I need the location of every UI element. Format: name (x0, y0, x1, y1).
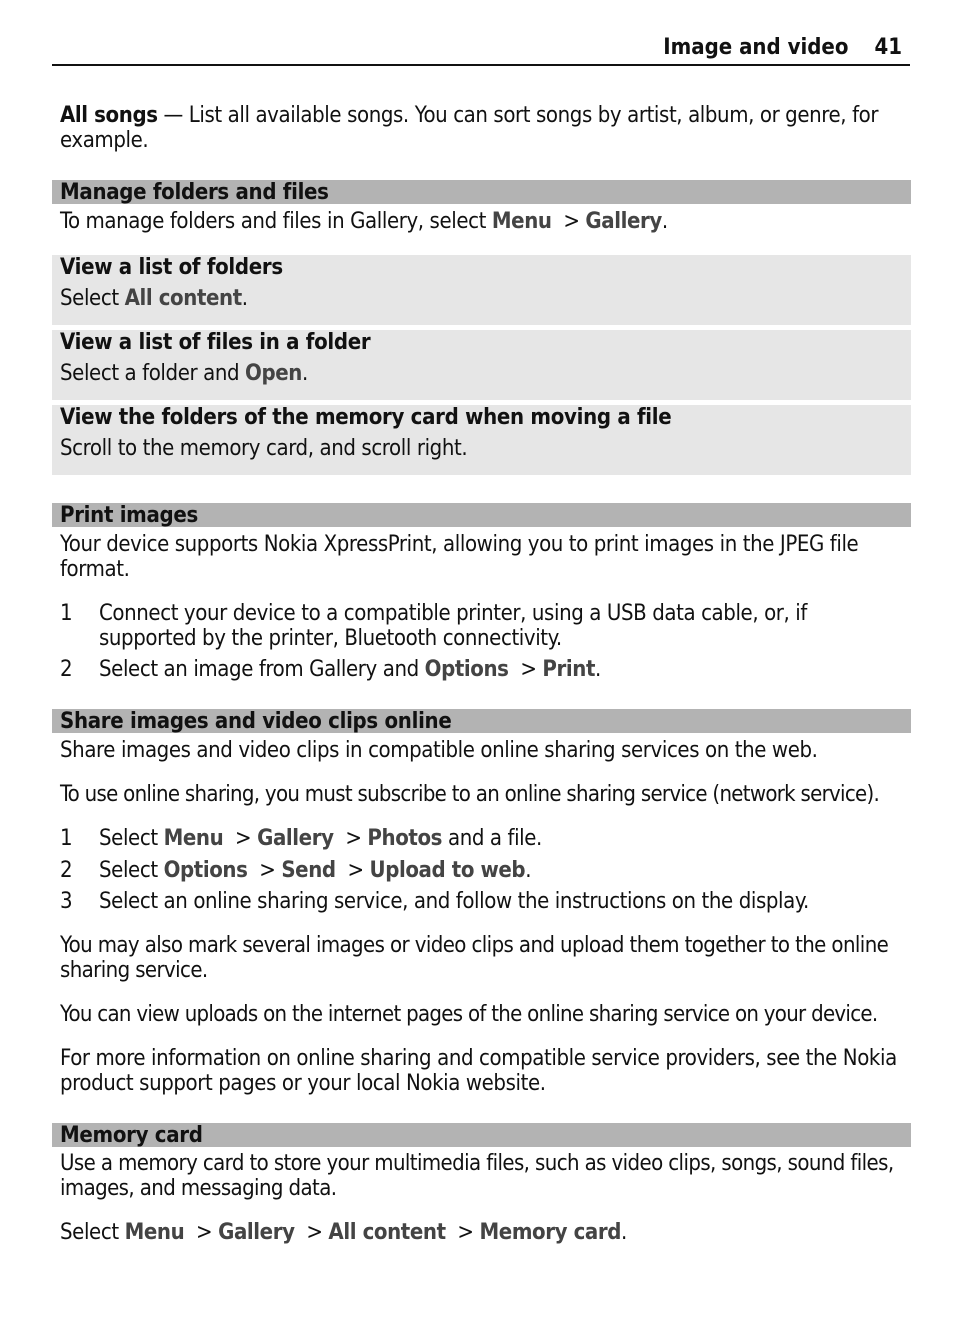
all-songs-paragraph (60, 103, 905, 153)
memory-card-paragraph-2 (60, 1220, 905, 1245)
tip-text (60, 436, 467, 461)
period: . (661, 209, 668, 234)
period: . (301, 361, 308, 386)
tip-title: View a list of files in a folder (60, 330, 371, 355)
menu-path-menu: Menu (491, 209, 552, 234)
menu-path-gallery: Gallery (257, 826, 334, 851)
period: . (525, 858, 532, 883)
print-intro-paragraph: Your device supports Nokia XpressPrint, allowing you to print images in the JPEG file format. (60, 532, 859, 582)
path-separator: > (294, 1220, 329, 1245)
menu-path-upload-to-web: Upload to web (369, 858, 526, 883)
tip-text-before: Select a folder and (60, 361, 246, 386)
tip-text (60, 286, 248, 311)
tip-text (60, 361, 308, 386)
tip-box (52, 405, 911, 475)
step-number: 1 (60, 826, 73, 851)
path-separator: > (223, 826, 258, 851)
manage-folders-heading: Manage folders and files (60, 180, 329, 205)
share-paragraph-3: You may also mark several images or video clips and upload them together to the online sharing service. (60, 933, 889, 983)
tip-title: View a list of folders (60, 255, 283, 280)
step-text-before: Select (99, 858, 164, 883)
running-header (52, 34, 910, 66)
share-paragraph-1: Share images and video clips in compatible online sharing services on the web. (60, 738, 818, 763)
manage-folders-heading-band (52, 180, 911, 204)
menu-path-options: Options (424, 657, 509, 682)
step-number: 2 (60, 858, 73, 883)
header-section-title: Image and video (663, 35, 849, 60)
menu-path-gallery: Gallery (585, 209, 662, 234)
step-text (99, 858, 905, 883)
step-text-before: Select an image from Gallery and (99, 657, 425, 682)
share-heading: Share images and video clips online (60, 709, 452, 734)
memory-card-paragraph-1: Use a memory card to store your multimedia files, such as video clips, songs, sound files, images, and messaging data. (60, 1151, 894, 1201)
menu-path-send: Send (281, 858, 336, 883)
step-number: 3 (60, 889, 73, 914)
step-text: Select an online sharing service, and follow the instructions on the display. (99, 889, 809, 914)
tip-box (52, 255, 911, 325)
menu-path-open: Open (245, 361, 302, 386)
tip-text-before: Scroll to the memory card, and scroll right. (60, 436, 468, 461)
share-paragraph-2: To use online sharing, you must subscribe to an online sharing service (network service). (60, 782, 880, 807)
step-text-after: and a file. (442, 826, 542, 851)
menu-path-all-content: All content (124, 286, 242, 311)
menu-path-menu: Menu (163, 826, 224, 851)
tip-text-before: Select (60, 286, 125, 311)
print-images-heading: Print images (60, 503, 199, 528)
share-paragraph-5: For more information on online sharing and compatible service providers, see the Nokia product support pages or your local Nokia website. (60, 1046, 897, 1096)
path-separator: > (445, 1220, 480, 1245)
menu-path-menu: Menu (124, 1220, 185, 1245)
path-separator: > (551, 209, 586, 234)
share-heading-band (52, 709, 911, 733)
share-paragraph-4: You can view uploads on the internet pages of the online sharing service on your device. (60, 1002, 878, 1027)
tip-box (52, 330, 911, 400)
page-number: 41 (874, 35, 902, 60)
step-text-before: Select (99, 826, 164, 851)
step-text: Connect your device to a compatible printer, using a USB data cable, or, if supported by the printer, Bluetooth connectivity. (99, 601, 807, 651)
menu-path-gallery: Gallery (218, 1220, 295, 1245)
memory-card-heading-band (52, 1123, 911, 1147)
print-images-heading-band (52, 503, 911, 527)
step-number: 1 (60, 601, 73, 626)
all-songs-term: All songs (60, 103, 158, 128)
path-separator: > (508, 657, 543, 682)
period: . (621, 1220, 627, 1245)
menu-path-print: Print (542, 657, 596, 682)
select-text: Select (60, 1220, 125, 1245)
menu-path-options: Options (163, 858, 248, 883)
path-separator: > (333, 826, 368, 851)
step-number: 2 (60, 657, 73, 682)
menu-path-all-content: All content (328, 1220, 446, 1245)
step-text (99, 826, 905, 851)
all-songs-text: — List all available songs. You can sort songs by artist, album, or genre, for example. (60, 103, 879, 153)
manage-text: To manage folders and files in Gallery, select (60, 209, 492, 234)
menu-path-memory-card: Memory card (479, 1220, 622, 1245)
menu-path-photos: Photos (367, 826, 443, 851)
manage-folders-paragraph (60, 209, 905, 234)
memory-card-heading: Memory card (60, 1123, 203, 1148)
period: . (241, 286, 248, 311)
path-separator: > (247, 858, 282, 883)
period: . (595, 657, 601, 682)
step-text (99, 657, 905, 682)
path-separator: > (184, 1220, 219, 1245)
path-separator: > (335, 858, 370, 883)
tip-title: View the folders of the memory card when moving a file (60, 405, 672, 430)
